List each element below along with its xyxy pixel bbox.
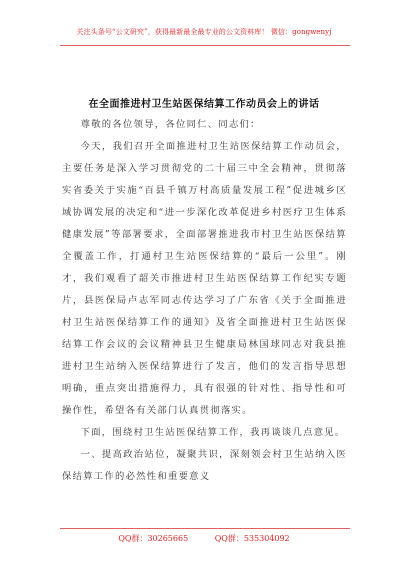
document-title: 在全面推进村卫生站医保结算工作动员会上的讲话 xyxy=(88,99,320,110)
body-paragraph: 今天，我们召开全面推进村卫生站医保结算工作动员会，主要任务是深入学习贯彻党的二十届三中全会精神，贯彻落实省委关于实施“百县千镇万村高质量发展工程”促进城乡区域协调发展的决定和“进一步深化改革促进乡村医疗卫生体系健康发展”等部署要求，全面部署推进我市村卫生站医保结算全覆盖工作，打通村卫生站医保结算的“最后一公里”。刚才，我们观看了韶关市推进村卫生站医保结算工作纪实专题片，县医保局卢志军同志传达学习了广东省《关于全面推进村卫生站医保结算工作的通知》及省全面推进村卫生站医保结算工作会议的会议精神县卫生健康局林国球同志对我县推进村卫生站纳入医保结算进行了发言，他们的发言指导思想明确，重点突出措施得力，具有很强的针对性、指导性和可操作性，希望各有关部门认真贯彻落实。 xyxy=(62,141,347,416)
header-divider xyxy=(60,45,350,46)
footer-qq-group-2: QQ群：535304092 xyxy=(214,534,290,543)
body-paragraph: 下面，围绕村卫生站医保结算工作，我再谈谈几点意见。 xyxy=(80,427,346,438)
footer-qq-group-1: QQ群：30265665 xyxy=(118,534,189,543)
document-body xyxy=(62,114,347,488)
salutation-paragraph: 尊敬的各位领导，各位同仁、同志们： xyxy=(80,119,261,130)
footer-contacts xyxy=(0,533,408,544)
header-banner: 关注头条号“公文研究”，获得最新最全最专业的公文资料库！ 微信：gongwenyj xyxy=(76,28,332,36)
footer-divider xyxy=(60,528,350,529)
section-heading-paragraph: 一、提高政治站位，凝聚共识，深刻领会村卫生站纳入医保结算工作的必然性和重要意义 xyxy=(62,449,347,482)
